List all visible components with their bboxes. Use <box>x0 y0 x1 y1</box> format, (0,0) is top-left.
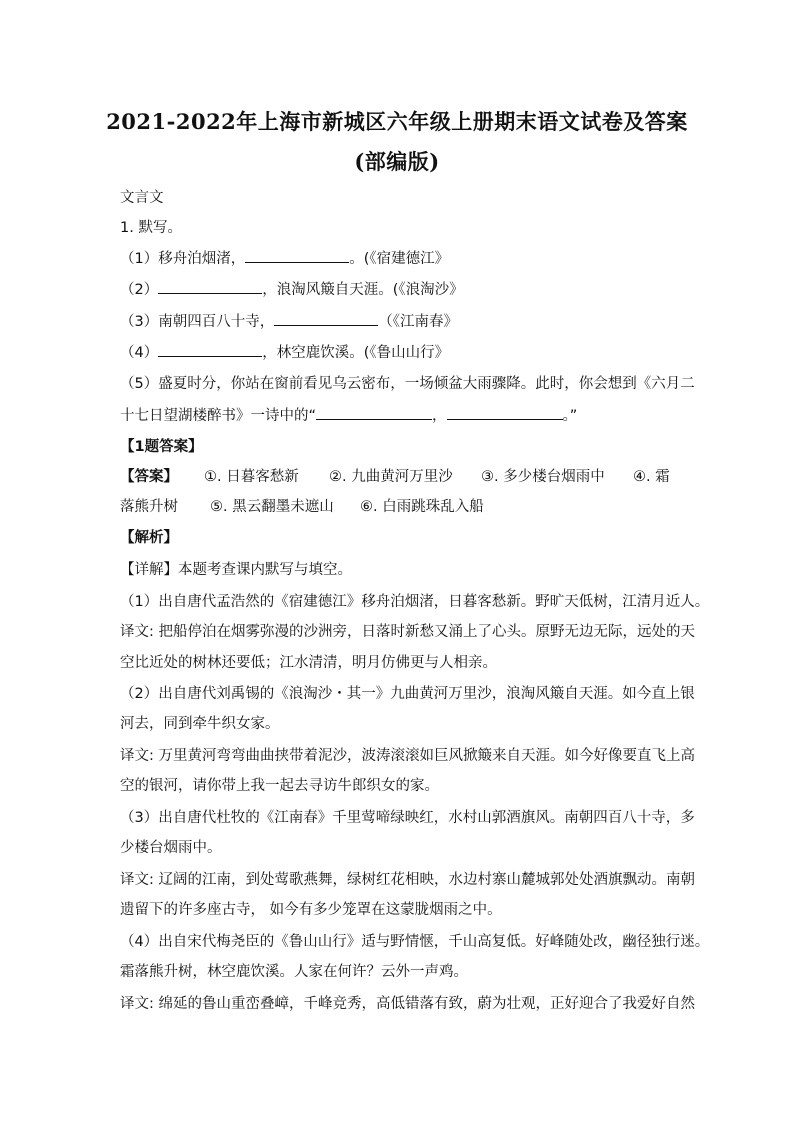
paragraph-line: 译文: 辽阔的江南，到处莺歌燕舞，绿树红花相映，水边村寨山麓城郭处处酒旗飘动。南朝 <box>120 872 695 888</box>
answer-item: ⑥. 白雨跳珠乱入船 <box>360 499 484 515</box>
answer-blank <box>245 248 349 263</box>
paragraph-line: 译文: 把船停泊在烟雾弥漫的沙洲旁，日落时新愁又涌上了心头。原野无边无际，远处的天 <box>120 624 695 640</box>
answer-item: ①. 日暮客愁新 <box>204 469 299 485</box>
question-item-4 <box>120 342 680 363</box>
paragraph-line: （4）出自宋代梅尧臣的《鲁山山行》适与野情惬，千山高复低。好峰随处改，幽径独行迷。 <box>120 934 710 950</box>
answer-header: 【1题答案】 <box>120 439 203 455</box>
paragraph-line: 空的银河，请你带上我一起去寻访牛郎织女的家。 <box>120 778 439 794</box>
question-item-3 <box>120 311 680 332</box>
item-text: 。” <box>562 408 578 424</box>
page-title: 2021-2022年上海市新城区六年级上册期末语文试卷及答案 <box>106 109 688 134</box>
answer-blank <box>274 311 378 326</box>
answer-line-1 <box>120 467 680 487</box>
answer-item: ④. 霜 <box>633 469 670 485</box>
answer-item: ⑤. 黑云翻墨未遮山 <box>210 499 334 515</box>
answer-line-2 <box>120 497 680 517</box>
section-heading: 文言文 <box>120 190 164 206</box>
item-text: （1）移舟泊烟渚， <box>120 251 246 267</box>
paragraph-line: 译文: 万里黄河弯弯曲曲挟带着泥沙，波涛滚滚如巨风掀簸来自天涯。如今好像要直飞上高 <box>120 748 695 764</box>
paragraph-line: （3）出自唐代杜牧的《江南春》千里莺啼绿映红，水村山郭酒旗风。南朝四百八十寺，多 <box>120 810 695 826</box>
answer-item: ②. 九曲黄河万里沙 <box>329 469 453 485</box>
item-text: （《江南春》 <box>378 314 458 330</box>
answer-blank <box>316 405 432 420</box>
item-text: ，林空鹿饮溪。(《鲁山山行》 <box>262 345 450 361</box>
paragraph-line: 霜落熊升树，林空鹿饮溪。人家在何许？云外一声鸡。 <box>120 964 468 980</box>
paragraph-line: 遗留下的许多座古寺， 如今有多少笼罩在这蒙胧烟雨之中。 <box>120 902 502 918</box>
question-item-1 <box>120 248 680 269</box>
item-text: ， <box>432 408 447 424</box>
answer-blank <box>158 342 262 357</box>
question-item-2 <box>120 279 680 300</box>
question-item-5-line1: （5）盛夏时分，你站在窗前看见乌云密布，一场倾盆大雨骤降。此时，你会想到《六月二 <box>120 376 695 392</box>
item-text: 十七日望湖楼醉书》一诗中的“ <box>120 408 317 424</box>
paragraph-line: 河去，同到牵牛织女家。 <box>120 716 280 732</box>
question-item-5-line2 <box>120 405 680 426</box>
item-text: （3）南朝四百八十寺， <box>120 314 275 330</box>
paragraph-line: 空比近处的树林还要低；江水清清，明月仿佛更与人相亲。 <box>120 655 497 671</box>
paragraph-line: （1）出自唐代孟浩然的《宿建德江》移舟泊烟渚，日暮客愁新。野旷天低树，江清月近人。 <box>120 594 710 610</box>
question-stem: 1. 默写。 <box>120 220 182 236</box>
paragraph-line: 少楼台烟雨中。 <box>120 840 222 856</box>
paragraph-line: （2）出自唐代刘禹锡的《浪淘沙・其一》九曲黄河万里沙，浪淘风簸自天涯。如今直上银 <box>120 686 695 702</box>
answer-blank <box>447 405 563 420</box>
paragraph-line: 译文: 绵延的鲁山重峦叠嶂，千峰竞秀，高低错落有致，蔚为壮观，正好迎合了我爱好自然 <box>120 996 695 1012</box>
item-text: ，浪淘风簸自天涯。(《浪淘沙》 <box>262 282 464 298</box>
analysis-header: 【解析】 <box>120 530 178 546</box>
answer-label: 【答案】 <box>120 469 178 485</box>
page-subtitle: (部编版) <box>354 149 440 174</box>
answer-item: 落熊升树 <box>120 499 178 515</box>
answer-blank <box>158 279 262 294</box>
item-text: （4） <box>120 345 159 361</box>
item-text: 。(《宿建德江》 <box>349 251 450 267</box>
answer-item: ③. 多少楼台烟雨中 <box>481 469 605 485</box>
item-text: （2） <box>120 282 159 298</box>
detail-line: 【详解】本题考查课内默写与填空。 <box>120 562 352 578</box>
